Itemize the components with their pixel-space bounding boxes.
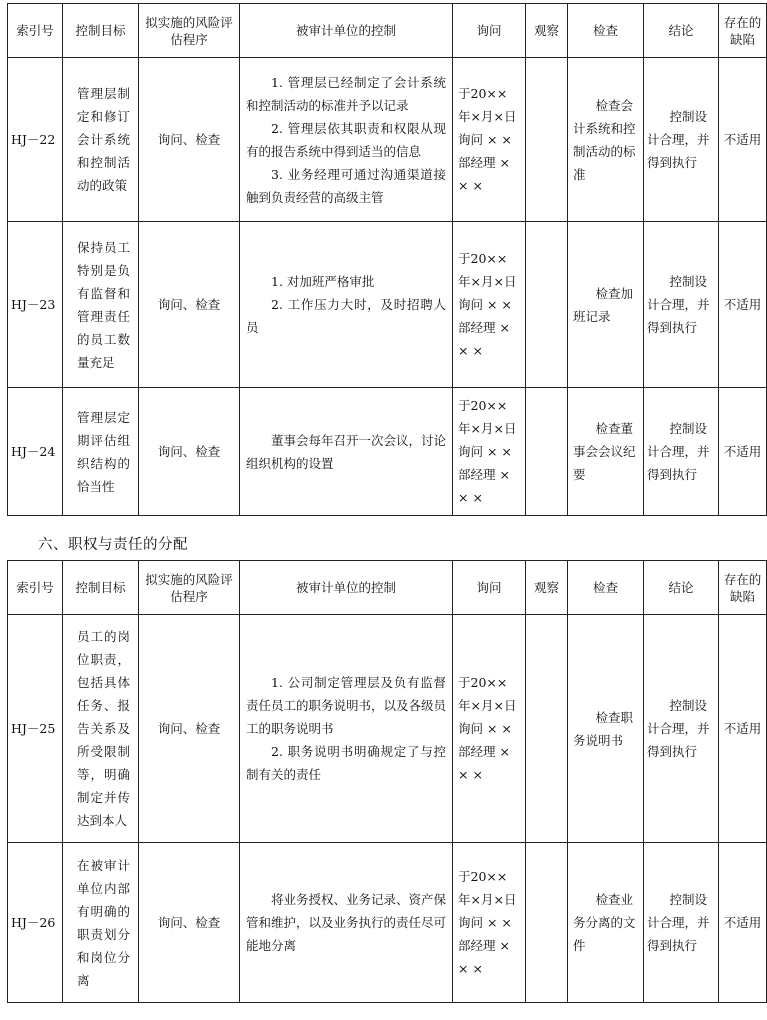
control-item: 2. 职务说明书明确规定了与控制有关的责任 [246,744,446,782]
gap-cell: 不适用 [719,615,767,843]
header-check: 检查 [568,561,644,615]
conclusion-text-rest: 计合理，并得到执行 [647,915,710,953]
inquiry-line: 询问 × × [458,915,512,930]
control-cell [240,222,453,388]
inquiry-line: × × [458,343,483,358]
header-inquiry: 询问 [453,561,526,615]
procedure-cell: 询问、检查 [139,843,240,1003]
gap-cell: 不适用 [719,388,767,516]
gap-cell: 不适用 [719,843,767,1003]
check-text-first: 检查业 [595,892,634,907]
control-table-1 [7,3,767,516]
procedure-cell: 询问、检查 [139,58,240,222]
inquiry-cell [453,58,526,222]
inquiry-line: 部经理 × [458,467,510,482]
inquiry-line: 年×月×日 [458,698,517,713]
check-cell [568,58,644,222]
index-cell: HJ－23 [8,222,63,388]
conclusion-cell [644,58,719,222]
inquiry-line: 询问 × × [458,297,512,312]
inquiry-cell [453,615,526,843]
check-text-first: 检查会 [595,97,634,113]
index-cell: HJ－25 [8,615,63,843]
check-text-first: 检查职 [595,709,634,725]
observe-cell [526,615,568,843]
gap-cell: 不适用 [719,58,767,222]
header-goal: 控制目标 [63,4,139,58]
control-cell [240,58,453,222]
inquiry-line: 年×月×日 [458,892,517,907]
control-item: 1. 公司制定管理层及负有监督责任员工的职务说明书，以及各级员工的职务说明书 [246,675,447,736]
conclusion-text-rest: 计合理，并得到执行 [647,721,710,759]
check-text-rest: 务说明书 [573,732,624,748]
inquiry-line: 年×月×日 [458,421,517,436]
inquiry-line: 于20×× [458,86,508,101]
inquiry-line: × × [458,767,483,782]
index-cell: HJ－22 [8,58,63,222]
observe-cell [526,843,568,1003]
header-procedure: 拟实施的风险评估程序 [139,561,240,615]
conclusion-text-first: 控制设 [669,421,708,436]
header-observe: 观察 [526,561,568,615]
conclusion-cell [644,615,719,843]
conclusion-cell [644,222,719,388]
inquiry-line: × × [458,961,483,976]
control-item: 董事会每年召开一次会议，讨论组织机构的设置 [246,432,447,471]
table-2-body [8,615,767,1003]
header-gap: 存在的缺陷 [719,561,767,615]
inquiry-line: × × [458,178,483,193]
goal-cell: 管理层制定和修订会计系统和控制活动的政策 [63,58,139,222]
header-conclusion: 结论 [644,561,719,615]
goal-cell: 保持员工特别是负有监督和管理责任的员工数量充足 [63,222,139,388]
check-cell [568,615,644,843]
check-cell [568,222,644,388]
goal-cell: 管理层定期评估组织结构的恰当性 [63,388,139,516]
inquiry-cell [453,222,526,388]
check-text-rest: 班记录 [573,308,611,324]
inquiry-line: × × [458,490,483,505]
inquiry-cell [453,388,526,516]
inquiry-line: 于20×× [458,251,508,266]
table-row [8,222,767,388]
check-text-rest: 务分离的文件 [573,915,636,953]
conclusion-text-first: 控制设 [669,274,708,289]
inquiry-line: 部经理 × [458,320,510,335]
table-1-body [8,58,767,516]
header-observe: 观察 [526,4,568,58]
inquiry-line: 询问 × × [458,132,512,147]
control-item: 2. 管理层依其职责和权限从现有的报告系统中得到适当的信息 [246,120,446,159]
control-cell [240,388,453,516]
check-cell [568,843,644,1003]
check-text-first: 检查加 [595,285,634,301]
conclusion-text-first: 控制设 [669,698,708,713]
table-row [8,58,767,222]
conclusion-cell [644,388,719,516]
conclusion-text-first: 控制设 [669,109,708,124]
header-goal: 控制目标 [63,561,139,615]
conclusion-cell [644,843,719,1003]
inquiry-line: 年×月×日 [458,109,517,124]
observe-cell [526,222,568,388]
inquiry-line: 于20×× [458,398,508,413]
table-row [8,388,767,516]
header-inquiry: 询问 [453,4,526,58]
section-title: 六、职权与责任的分配 [38,537,188,553]
inquiry-line: 于20×× [458,675,508,690]
control-item: 3. 业务经理可通过沟通渠道接触到负责经营的高级主管 [246,166,446,205]
header-control: 被审计单位的控制 [240,561,453,615]
inquiry-cell [453,843,526,1003]
procedure-cell: 询问、检查 [139,222,240,388]
control-cell [240,843,453,1003]
header-procedure: 拟实施的风险评估程序 [139,4,240,58]
header-gap: 存在的缺陷 [719,4,767,58]
conclusion-text-rest: 计合理，并得到执行 [647,132,710,170]
control-item: 1. 对加班严格审批 [271,274,375,289]
check-text-first: 检查董 [595,421,634,436]
check-text-rest: 计系统和控制活动的标准 [573,120,636,182]
table-header-row [8,561,767,615]
conclusion-text-rest: 计合理，并得到执行 [647,297,710,335]
control-cell [240,615,453,843]
goal-cell: 在被审计单位内部有明确的职责划分和岗位分离 [63,843,139,1003]
index-cell: HJ－26 [8,843,63,1003]
inquiry-line: 部经理 × [458,155,510,170]
conclusion-text-first: 控制设 [669,892,708,907]
conclusion-text-rest: 计合理，并得到执行 [647,444,710,482]
header-control: 被审计单位的控制 [240,4,453,58]
header-index: 索引号 [8,4,63,58]
observe-cell [526,388,568,516]
check-text-rest: 事会会议纪要 [573,444,636,482]
index-cell: HJ－24 [8,388,63,516]
control-item: 1. 管理层已经制定了会计系统和控制活动的标准并予以记录 [246,74,446,113]
inquiry-line: 于20×× [458,869,508,884]
control-item: 将业务授权、业务记录、资产保管和维护，以及业务执行的责任尽可能地分离 [246,892,447,953]
procedure-cell: 询问、检查 [139,615,240,843]
table-row [8,615,767,843]
inquiry-line: 部经理 × [458,744,510,759]
gap-cell: 不适用 [719,222,767,388]
control-table-2 [7,560,767,1003]
check-cell [568,388,644,516]
header-index: 索引号 [8,561,63,615]
goal-cell: 员工的岗位职责，包括具体任务、报告关系及所受限制等，明确制定并传达到本人 [63,615,139,843]
header-conclusion: 结论 [644,4,719,58]
inquiry-line: 询问 × × [458,721,512,736]
table-header-row [8,4,767,58]
inquiry-line: 部经理 × [458,938,510,953]
inquiry-line: 年×月×日 [458,274,517,289]
inquiry-line: 询问 × × [458,444,512,459]
control-item: 2. 工作压力大时，及时招聘人员 [246,297,446,335]
procedure-cell: 询问、检查 [139,388,240,516]
table-row [8,843,767,1003]
header-check: 检查 [568,4,644,58]
observe-cell [526,58,568,222]
